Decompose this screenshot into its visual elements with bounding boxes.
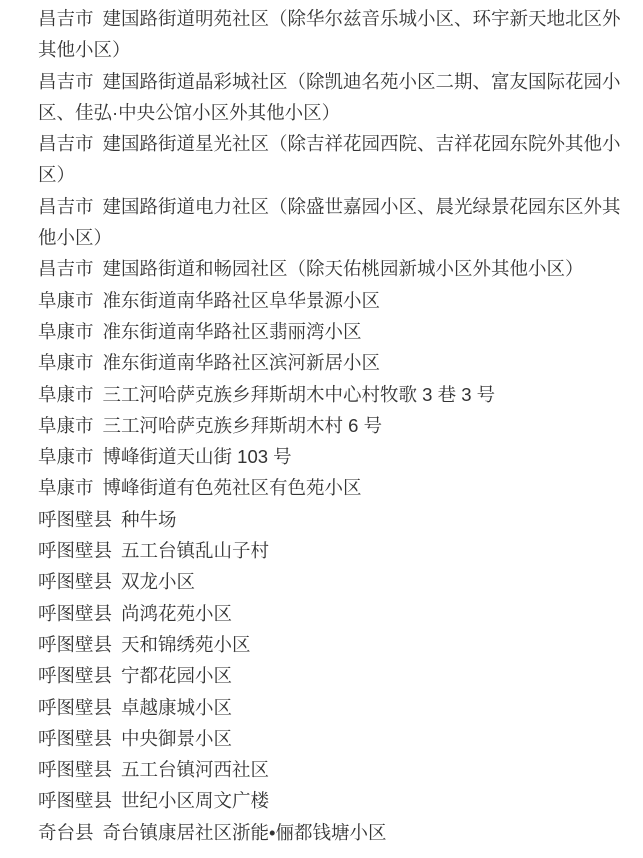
entry-region: 昌吉市 [38,195,94,217]
entry-detail: 博峰街道天山街 103 号 [102,446,292,468]
entry-detail: 博峰街道有色苑社区有色苑小区 [102,477,362,499]
entry-detail: 卓越康城小区 [121,696,233,718]
list-item [38,285,636,316]
entry-detail: 三工河哈萨克族乡拜斯胡木村 6 号 [102,414,383,436]
entry-detail: 建国路街道电力社区（除盛世嘉园小区、晨光绿景花园东区外其他小区） [38,195,621,249]
entry-detail: 准东街道南华路社区翡丽湾小区 [102,320,362,342]
entry-region: 呼图壁县 [38,790,113,812]
entry-detail: 建国路街道星光社区（除吉祥花园西院、吉祥花园东院外其他小区） [38,133,621,186]
list-item [38,379,636,410]
entry-detail: 世纪小区周文广楼 [121,790,270,812]
list-item [38,410,636,441]
entry-region: 昌吉市 [38,258,94,280]
entry-region: 阜康市 [38,289,94,311]
list-item [38,253,636,284]
entry-detail: 奇台镇康居社区浙能•俪都钱塘小区 [102,821,387,843]
entry-detail: 五工台镇河西社区 [121,759,270,781]
entry-detail: 种牛场 [121,508,177,530]
list-item [38,3,636,66]
entry-region: 阜康市 [38,352,94,374]
list-item [38,347,636,378]
entry-detail: 建国路街道晶彩城社区（除凯迪名苑小区二期、富友国际花园小区、佳弘·中央公馆小区外其他小区） [38,70,621,123]
entry-detail: 宁都花园小区 [121,665,233,687]
list-item [38,566,636,597]
entry-region: 昌吉市 [38,133,94,155]
entry-region: 呼图壁县 [38,727,113,749]
list-item [38,660,636,691]
list-item [38,723,636,754]
entry-region: 阜康市 [38,383,94,405]
entry-region: 呼图壁县 [38,696,113,718]
list-item [38,472,636,503]
list-item [38,692,636,723]
entry-region: 呼图壁县 [38,571,113,593]
entry-region: 奇台县 [38,821,94,843]
list-item [38,66,636,129]
entry-detail: 中央御景小区 [121,727,233,749]
entry-detail: 准东街道南华路社区滨河新居小区 [102,352,381,374]
entry-region: 呼图壁县 [38,602,113,624]
list-item [38,441,636,472]
entry-region: 阜康市 [38,477,94,499]
entry-region: 昌吉市 [38,70,94,92]
list-item [38,191,636,254]
entry-detail: 建国路街道明苑社区（除华尔兹音乐城小区、环宇新天地北区外其他小区） [38,8,621,61]
entry-detail: 双龙小区 [121,571,196,593]
entry-detail: 天和锦绣苑小区 [121,633,251,655]
entry-region: 呼图壁县 [38,759,113,781]
entry-region: 呼图壁县 [38,540,113,562]
list-item [38,316,636,347]
entry-region: 阜康市 [38,320,94,342]
entry-region: 呼图壁县 [38,508,113,530]
list-item [38,128,636,191]
list-item [38,785,636,816]
list-item [38,629,636,660]
entry-region: 呼图壁县 [38,665,113,687]
list-item [38,754,636,785]
entry-detail: 尚鸿花苑小区 [121,602,233,624]
entry-region: 呼图壁县 [38,633,113,655]
entry-detail: 三工河哈萨克族乡拜斯胡木中心村牧歌 3 巷 3 号 [102,383,496,405]
list-item [38,504,636,535]
list-item [38,535,636,566]
entry-detail: 五工台镇乱山子村 [121,540,270,562]
entry-region: 阜康市 [38,446,94,468]
list-item [38,817,636,848]
entry-detail: 建国路街道和畅园社区（除天佑桃园新城小区外其他小区） [102,258,584,280]
list-item [38,598,636,629]
entry-region: 昌吉市 [38,8,94,29]
entry-detail: 准东街道南华路社区阜华景源小区 [102,289,381,311]
entry-region: 阜康市 [38,414,94,436]
